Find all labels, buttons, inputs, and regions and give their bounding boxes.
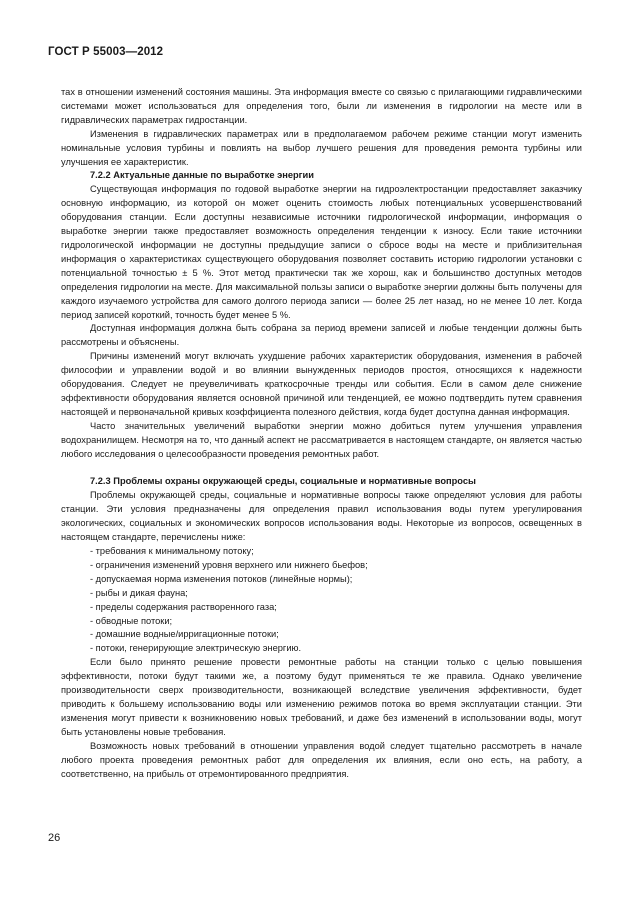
- paragraph-3: Существующая информация по годовой выработке энергии на гидроэлектростанции предоставляет заказчику основную информацию, из которой он может оценить стоимость любых потенциальных усовершенствований оборудования станции. Если доступны независимые источники гидрологической информации, информация о выработке энергии также предоставляет возможность определения тенденции к износу. Если такие источники гидрологической информации не доступны предыдущие записи о сбросе воды на месте и приблизительная информация о характеристиках существующего оборудования позволяет составить историю гидрологии установки с потенциальной точностью ± 5 %. Этот метод практически так же хорош, как и большинство доступных методов определения гидрологии на месте. Для максимальной пользы записи о выработке энергии должны быть получены для каждого изучаемого устройства для самого долгого периода записи — более 25 лет назад, но не менее 10 лет. Когда период записей короткий, точность будет менее 5 %.: [61, 184, 582, 320]
- paragraph-5: Причины изменений могут включать ухудшение рабочих характеристик оборудования, изменения в рабочей философии и управлении водой и во влиянии вынужденных периодов простоя, относящихся к надежности оборудования. Следует не преувеличивать краткосрочные тренды или события. Если в самом деле снижение эффективности оборудования является основной причиной или тенденцией, ее можно подтвердить путем сравнения настоящей и первоначальной кривых коэффициента полезного действия, когда будет доступна данная информация.: [61, 351, 582, 417]
- paragraph-8: Если было принято решение провести ремонтные работы на станции только с целью повышения эффективности, потоки будут такими же, а поэтому будут применяться те же правила. Однако увеличение производительности сверх производительности, возникающей вследствие увеличения эффективности, будет приводить к большему использованию воды или изменению режимов потока во время эксплуатации станции. Эти изменения могут привести к возникновению новых требований, и даже без изменений в использовании воды, могут быть установлены новые требования.: [61, 657, 582, 737]
- document-body: [61, 86, 582, 781]
- list-item: - допускаемая норма изменения потоков (линейные нормы);: [90, 573, 353, 584]
- section-heading-7-2-3: 7.2.3 Проблемы охраны окружающей среды, социальные и нормативные вопросы: [90, 476, 476, 487]
- paragraph-6: Часто значительных увеличений выработки энергии можно добиться путем улучшения управления водохранилищем. Несмотря на то, что данный аспект не рассматривается в настоящем стандарте, он является частью любого исследования о целесообразности проведения ремонтных работ.: [61, 420, 582, 459]
- paragraph-2: Изменения в гидравлических параметрах или в предполагаемом рабочем режиме станции могут изменить номинальные условия турбины и повлиять на выбор лучшего решения для проведения ремонта турбины или улучшения ее характеристик.: [61, 128, 582, 167]
- list-item: - рыбы и дикая фауна;: [90, 587, 188, 598]
- paragraph-9: Возможность новых требований в отношении управления водой следует тщательно рассмотреть в начале любого проекта проведения ремонтных работ для определения их влияния, если оно есть, на работу, а соответственно, на прибыль от отремонтированного предприятия.: [61, 740, 582, 779]
- page-number: 26: [48, 832, 61, 844]
- list-item: - требования к минимальному потоку;: [90, 546, 254, 556]
- section-heading-7-2-2: 7.2.2 Актуальные данные по выработке энергии: [90, 170, 314, 181]
- standard-header: ГОСТ Р 55003—2012: [48, 46, 164, 58]
- paragraph-7: Проблемы окружающей среды, социальные и нормативные вопросы также определяют условия для работы станции. Эти условия предназначены для определения правил использования воды путем урегулирования экологических, социальных и экономических вопросов использования воды. Некоторые из вопросов, освещенных в настоящем стандарте, перечислены ниже:: [61, 490, 582, 543]
- requirements-list: [61, 545, 582, 656]
- list-item: - обводные потоки;: [90, 615, 173, 626]
- paragraph-4: Доступная информация должна быть собрана за период времени записей и любые тенденции должны быть рассмотрены и объяснены.: [61, 323, 582, 348]
- list-item: - ограничения изменений уровня верхнего или нижнего бьефов;: [90, 559, 368, 570]
- list-item: - домашние водные/ирригационные потоки;: [90, 629, 279, 640]
- list-item: - пределы содержания растворенного газа;: [90, 601, 277, 612]
- list-item: - потоки, генерирующие электрическую энергию.: [90, 643, 302, 654]
- paragraph-1: тах в отношении изменений состояния машины. Эта информация вместе со связью с прилагающими гидравлическими системами может использоваться для определения того, были ли изменения в гидрологии на месте или в гидравлических параметрах гидростанции.: [61, 87, 582, 125]
